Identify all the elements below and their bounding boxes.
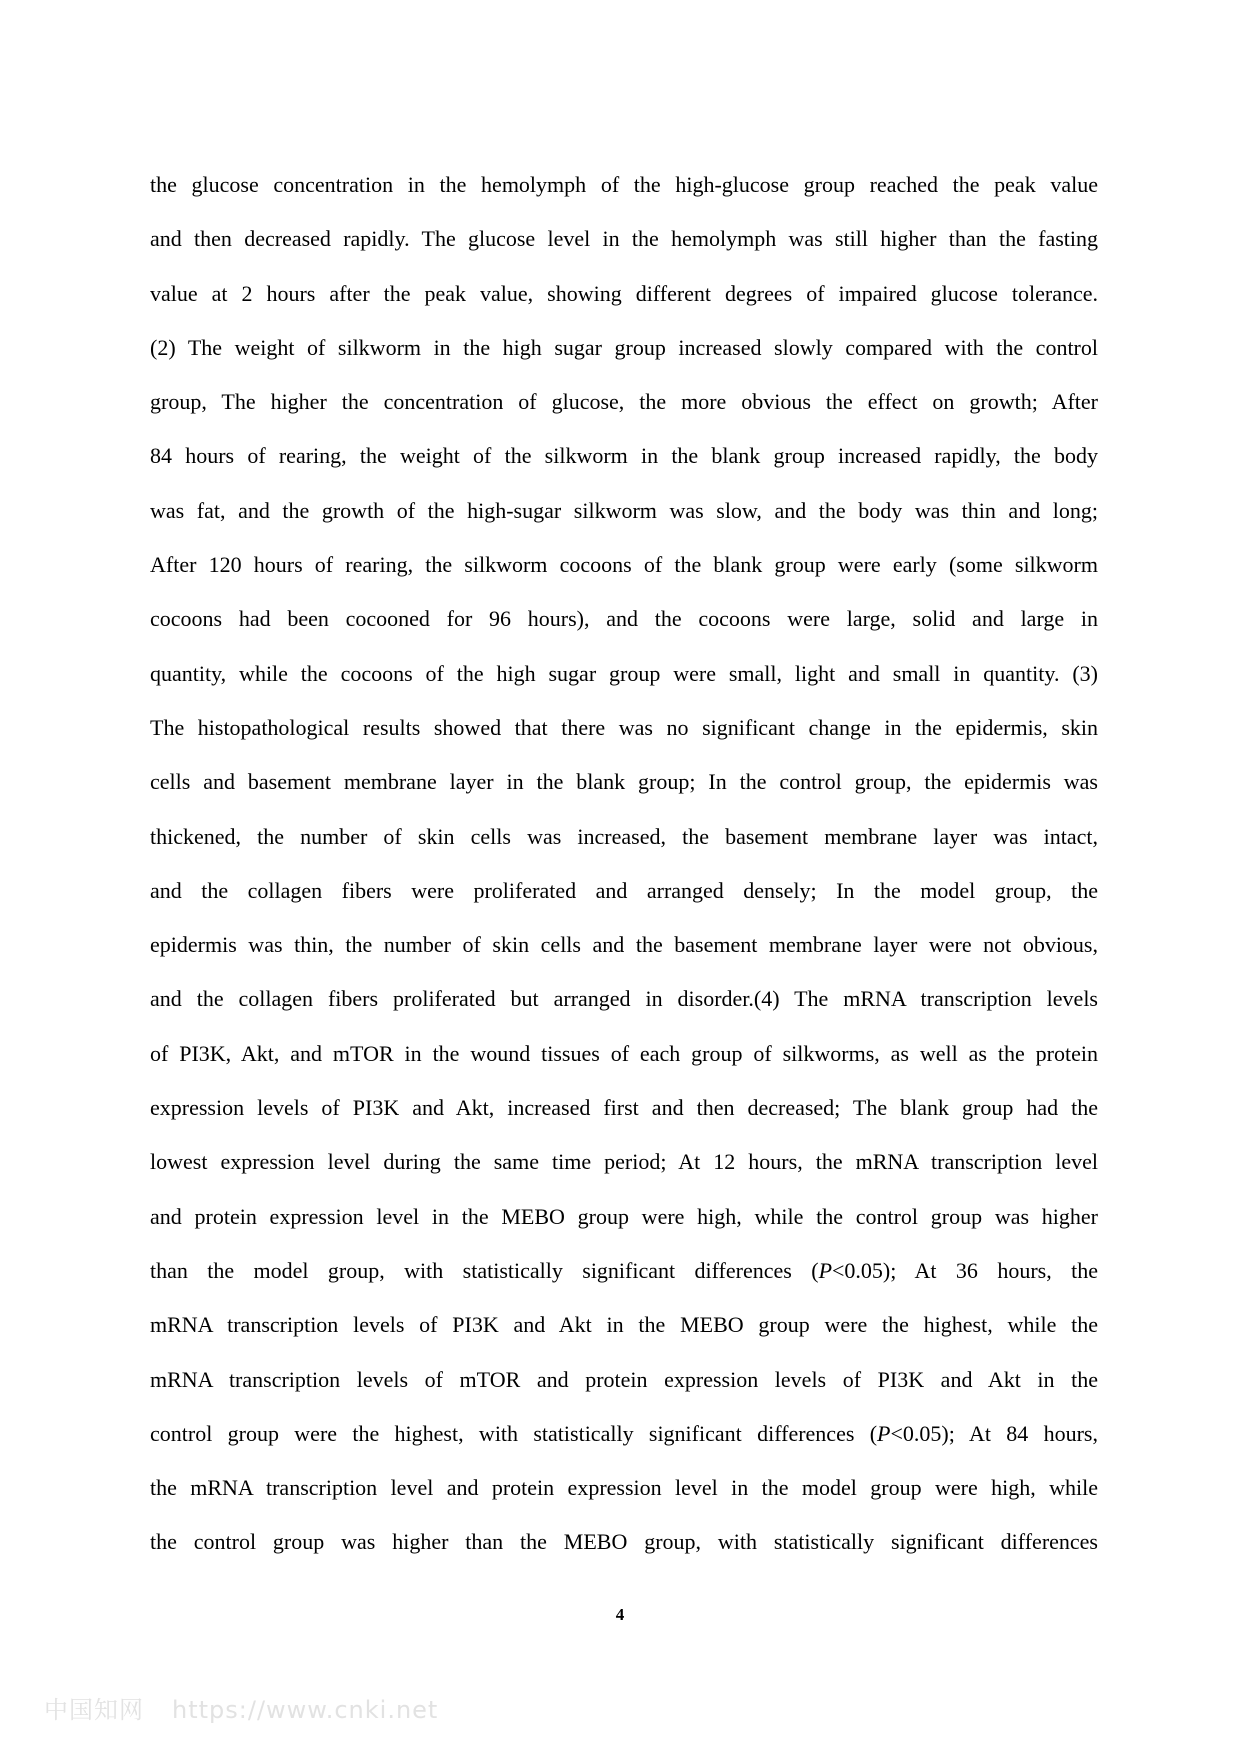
text-line: and then decreased rapidly. The glucose level in the hemolymph was still higher than the fasting bbox=[150, 226, 1098, 252]
text-line: lowest expression level during the same time period; At 12 hours, the mRNA transcription level bbox=[150, 1149, 1098, 1175]
text-line: and the collagen fibers proliferated but arranged in disorder.(4) The mRNA transcription levels bbox=[150, 986, 1098, 1012]
text-line: group, The higher the concentration of glucose, the more obvious the effect on growth; After bbox=[150, 389, 1098, 415]
text-line: quantity, while the cocoons of the high sugar group were small, light and small in quantity. (3) bbox=[150, 660, 1098, 686]
text-line: 84 hours of rearing, the weight of the silkworm in the blank group increased rapidly, the body bbox=[150, 443, 1098, 469]
text-line: the glucose concentration in the hemolymph of the high-glucose group reached the peak value bbox=[150, 172, 1098, 197]
text-line: the mRNA transcription level and protein expression level in the model group were high, while bbox=[150, 1475, 1098, 1501]
text-line: and the collagen fibers were proliferated and arranged densely; In the model group, the bbox=[150, 877, 1098, 903]
text-line: the control group was higher than the MEBO group, with statistically significant differences bbox=[150, 1529, 1098, 1555]
watermark-logo-text: 中国知网 bbox=[44, 1696, 144, 1724]
text-line: The histopathological results showed that there was no significant change in the epidermis, skin bbox=[150, 714, 1098, 740]
text-line: After 120 hours of rearing, the silkworm cocoons of the blank group were early (some silkworm bbox=[150, 552, 1098, 578]
text-line: was fat, and the growth of the high-sugar silkworm was slow, and the body was thin and long; bbox=[150, 497, 1098, 523]
body-paragraph bbox=[150, 158, 1098, 1570]
text-line: mRNA transcription levels of PI3K and Akt in the MEBO group were the highest, while the bbox=[150, 1312, 1098, 1338]
cnki-watermark bbox=[44, 1690, 438, 1725]
text-line: thickened, the number of skin cells was increased, the basement membrane layer was intact, bbox=[150, 823, 1098, 849]
text-line: cells and basement membrane layer in the blank group; In the control group, the epidermis was bbox=[150, 769, 1098, 795]
text-line: expression levels of PI3K and Akt, increased first and then decreased; The blank group had the bbox=[150, 1095, 1098, 1121]
page-number: 4 bbox=[615, 1605, 625, 1624]
text-line: than the model group, with statistically significant differences (P<0.05); At 36 hours, the bbox=[150, 1257, 1098, 1283]
text-line: epidermis was thin, the number of skin cells and the basement membrane layer were not obvious, bbox=[150, 932, 1098, 958]
text-line: mRNA transcription levels of mTOR and protein expression levels of PI3K and Akt in the bbox=[150, 1366, 1098, 1392]
text-line: and protein expression level in the MEBO group were high, while the control group was higher bbox=[150, 1203, 1098, 1229]
watermark-url: https://www.cnki.net bbox=[172, 1696, 439, 1724]
text-line: cocoons had been cocooned for 96 hours), and the cocoons were large, solid and large in bbox=[150, 606, 1098, 632]
text-line: (2) The weight of silkworm in the high sugar group increased slowly compared with the control bbox=[150, 334, 1098, 360]
text-line: of PI3K, Akt, and mTOR in the wound tissues of each group of silkworms, as well as the protein bbox=[150, 1040, 1098, 1066]
text-line: value at 2 hours after the peak value, showing different degrees of impaired glucose tolerance. bbox=[150, 280, 1098, 306]
text-line: control group were the highest, with statistically significant differences (P<0.05); At 84 hours, bbox=[150, 1420, 1098, 1446]
